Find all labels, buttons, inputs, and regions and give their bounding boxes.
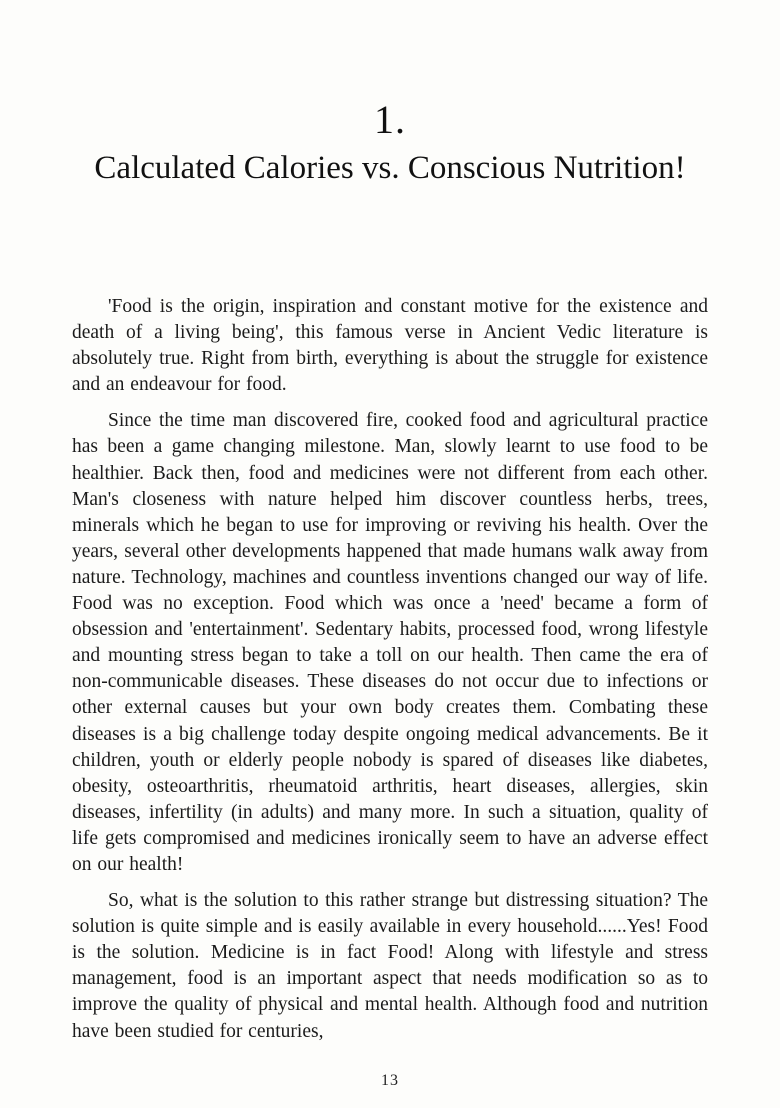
page-number: 13: [381, 1072, 399, 1089]
body-text: [72, 294, 708, 1055]
chapter-number: 1.: [374, 97, 406, 142]
paragraph: Since the time man discovered fire, cooked food and agricultural practice has been a game changing milestone. Man, slowly learnt to use food to be healthier. Back then, food and medicines were not different from each other. Man's closeness with nature helped him discover countless herbs, trees, minerals which he began to use for improving or reviving his health. Over the years, several other developments happened that made humans walk away from nature. Technology, machines and countless inventions changed our way of life. Food was no exception. Food which was once a 'need' became a form of obsession and 'entertainment'. Sedentary habits, processed food, wrong lifestyle and mounting stress began to take a toll on our health. Then came the era of non-communicable diseases. These diseases do not occur due to infections or other external causes but your own body creates them. Combating these diseases is a big challenge today despite ongoing medical advancements. Be it children, youth or elderly people nobody is spared of diseases like diabetes, obesity, osteoarthritis, rheumatoid arthritis, heart diseases, allergies, skin diseases, infertility (in adults) and many more. In such a situation, quality of life gets compromised and medicines ironically seem to have an adverse effect on our health!: [72, 410, 708, 875]
chapter-title: Calculated Calories vs. Conscious Nutrition!: [94, 150, 686, 186]
paragraph: 'Food is the origin, inspiration and constant motive for the existence and death of a living being', this famous verse in Ancient Vedic literature is absolutely true. Right from birth, everything is about the struggle for existence and an endeavour for food.: [72, 296, 708, 396]
paragraph: So, what is the solution to this rather strange but distressing situation? The solution is quite simple and is easily available in every household......Yes! Food is the solution. Medicine is in fact Food! Along with lifestyle and stress management, food is an important aspect that needs modification so as to improve the quality of physical and mental health. Although food and nutrition have been studied for centuries,: [72, 890, 708, 1042]
